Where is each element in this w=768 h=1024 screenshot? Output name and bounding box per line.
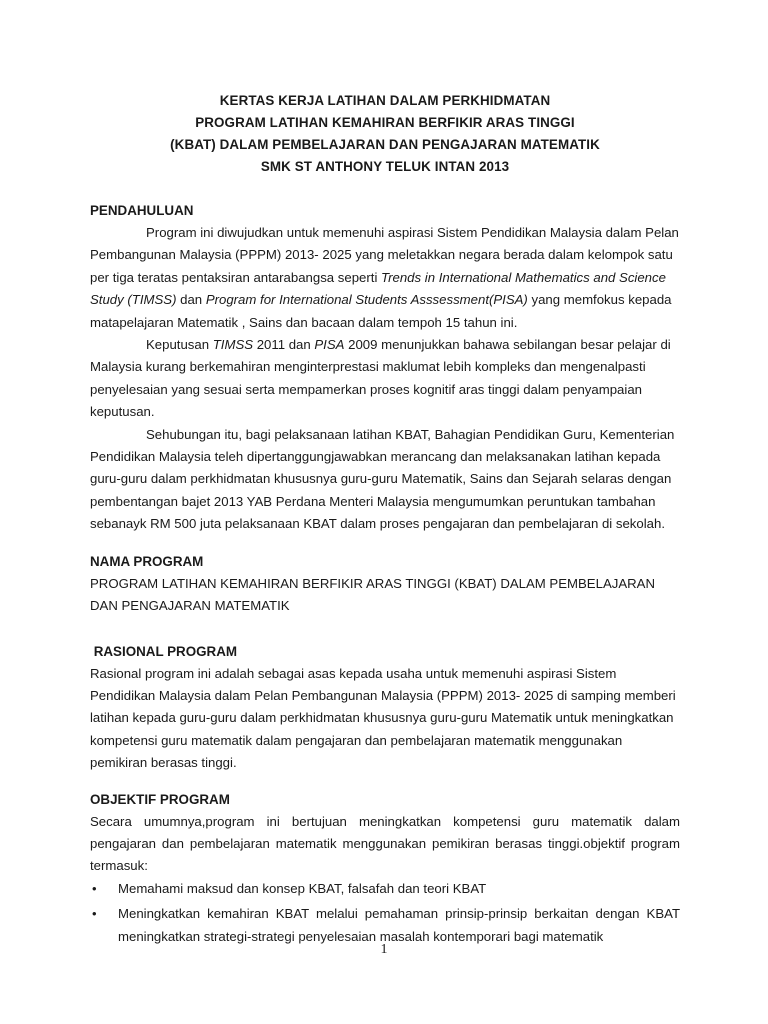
p2-italic-pisa: PISA <box>314 337 345 353</box>
page-number: 1 <box>380 942 388 957</box>
list-item <box>90 878 680 900</box>
bullet-icon: • <box>92 880 97 896</box>
heading-rasional-program: RASIONAL PROGRAM <box>90 643 238 659</box>
pendahuluan-paragraph-3: Sehubungan itu, bagi pelaksanaan latihan KBAT, Bahagian Pendidikan Guru, Kementerian Pendidikan Malaysia teleh dipertanggungjawabkan merancang dan melaksanakan latihan kepada guru-guru dalam perkhidmatan khususnya guru-guru Matematik, Sains dan Sejarah selaras dengan pembentangan bajet 2013 YAB Perdana Menteri Malaysia mengumumkan peruntukan tambahan sebanayk RM 500 juta pelaksanaan KBAT dalam proses pengajaran dan pembelajaran di sekolah. <box>90 426 675 532</box>
p1-italic-timss: Trends in International Mathematics and Science Study (TIMSS) <box>90 269 666 308</box>
list-item-text: Memahami maksud dan konsep KBAT, falsafah dan teori KBAT <box>118 880 487 896</box>
title-line-3: (KBAT) DALAM PEMBELAJARAN DAN PENGAJARAN MATEMATIK <box>170 137 600 152</box>
p1-italic-pisa: Program for International Students Asssessment(PISA) <box>205 292 528 308</box>
heading-pendahuluan: PENDAHULUAN <box>90 203 194 218</box>
objektif-bullet-list <box>90 878 680 948</box>
title-line-2: PROGRAM LATIHAN KEMAHIRAN BERFIKIR ARAS TINGGI <box>195 115 575 130</box>
document-title <box>90 90 680 178</box>
pendahuluan-paragraph-2 <box>90 334 680 424</box>
p2-text-a: Keputusan <box>146 337 213 353</box>
title-line-1: KERTAS KERJA LATIHAN DALAM PERKHIDMATAN <box>219 93 551 108</box>
heading-objektif-program: OBJEKTIF PROGRAM <box>90 791 230 807</box>
p2-italic-timss: TIMSS <box>212 337 254 353</box>
document-body <box>90 90 680 948</box>
bullet-icon: • <box>92 906 97 922</box>
p1-text-b: dan <box>176 292 206 308</box>
rasional-program-text: Rasional program ini adalah sebagai asas kepada usaha untuk memenuhi aspirasi Sistem Pendidikan Malaysia dalam Pelan Pembangunan Malaysia (PPPM) 2013- 2025 di samping memberi latihan kepada guru-guru dalam perkhidmatan khususnya guru-guru Matematik untuk meningkatkan kompetensi guru matematik dalam pengajaran dan pembelajaran matematik menggunakan pemikiran berasas tinggi. <box>90 665 676 771</box>
objektif-program-text: Secara umumnya,program ini bertujuan meningkatkan kompetensi guru matematik dalam pengajaran dan pembelajaran matematik menggunakan pemikiran berasas tinggi.objektif program termasuk: <box>90 813 680 874</box>
heading-nama-program: NAMA PROGRAM <box>90 553 204 569</box>
list-item-text: Meningkatkan kemahiran KBAT melalui pemahaman prinsip-prinsip berkaitan dengan KBAT meningkatkan strategi-strategi penyelesaian masalah kontemporari bagi matematik <box>118 906 680 944</box>
title-line-4: SMK ST ANTHONY TELUK INTAN 2013 <box>260 159 510 174</box>
p2-text-c: 2009 menunjukkan bahawa sebilangan besar pelajar di Malaysia kurang berkemahiran menginterprestasi maklumat lebih kompleks dan mengenalpasti penyelesaian yang sesuai serta mempamerkan proses kognitif aras tinggi dalam penyampaian keputusan. <box>90 337 671 420</box>
p1-text-a: Program ini diwujudkan untuk memenuhi aspirasi Sistem Pendidikan Malaysia dalam Pelan Pembangunan Malaysia (PPPM) 2013- 2025 yang meletakkan negara berada dalam kelompok satu per tiga teratas pentaksiran antarabangsa seperti <box>90 225 679 285</box>
pendahuluan-paragraph-1 <box>90 222 680 334</box>
p1-text-c: yang memfokus kepada matapelajaran Matematik , Sains dan bacaan dalam tempoh 15 tahun ini. <box>90 292 672 330</box>
p2-text-b: 2011 dan <box>253 337 315 353</box>
nama-program-text: PROGRAM LATIHAN KEMAHIRAN BERFIKIR ARAS TINGGI (KBAT) DALAM PEMBELAJARAN DAN PENGAJARAN MATEMATIK <box>90 575 655 614</box>
